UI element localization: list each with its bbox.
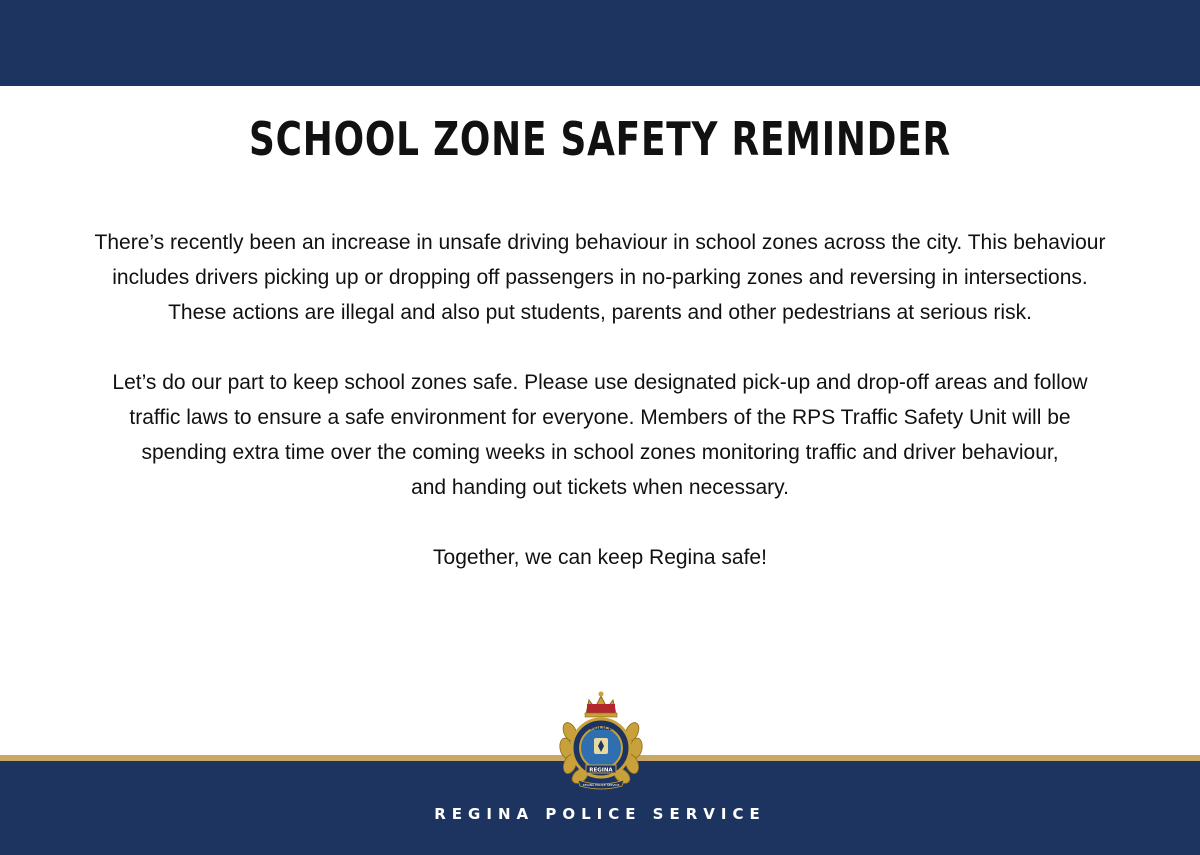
police-badge-icon (556, 688, 646, 790)
paragraph-1 (20, 225, 1180, 330)
body-text (20, 225, 1180, 610)
page-title: SCHOOL ZONE SAFETY REMINDER (249, 112, 951, 166)
text-line: includes drivers picking up or dropping off passengers in no-parking zones and reversing in intersections. (112, 266, 1088, 289)
top-header-band (0, 0, 1200, 86)
text-line: Let’s do our part to keep school zones safe. Please use designated pick-up and drop-off areas and follow (112, 371, 1088, 394)
text-line: traffic laws to ensure a safe environment for everyone. Members of the RPS Traffic Safety Unit will be (129, 406, 1071, 429)
badge-top-text: POLICE (589, 726, 613, 732)
badge-ribbon-text: REGINA POLICE SERVICE (582, 783, 620, 787)
paragraph-3 (20, 540, 1180, 575)
badge-emblem (594, 738, 608, 754)
text-line: Together, we can keep Regina safe! (433, 546, 767, 569)
text-line: spending extra time over the coming weeks in school zones monitoring traffic and driver behaviour, (141, 441, 1059, 464)
text-line: There’s recently been an increase in unsafe driving behaviour in school zones across the city. This behaviour (94, 231, 1106, 254)
badge-bottom-text: REGINA (589, 767, 613, 774)
organization-name: REGINA POLICE SERVICE (434, 805, 766, 823)
crown (585, 692, 617, 718)
paragraph-2 (20, 365, 1180, 505)
text-line: and handing out tickets when necessary. (411, 476, 789, 499)
text-line: These actions are illegal and also put students, parents and other pedestrians at serious risk. (168, 301, 1032, 324)
